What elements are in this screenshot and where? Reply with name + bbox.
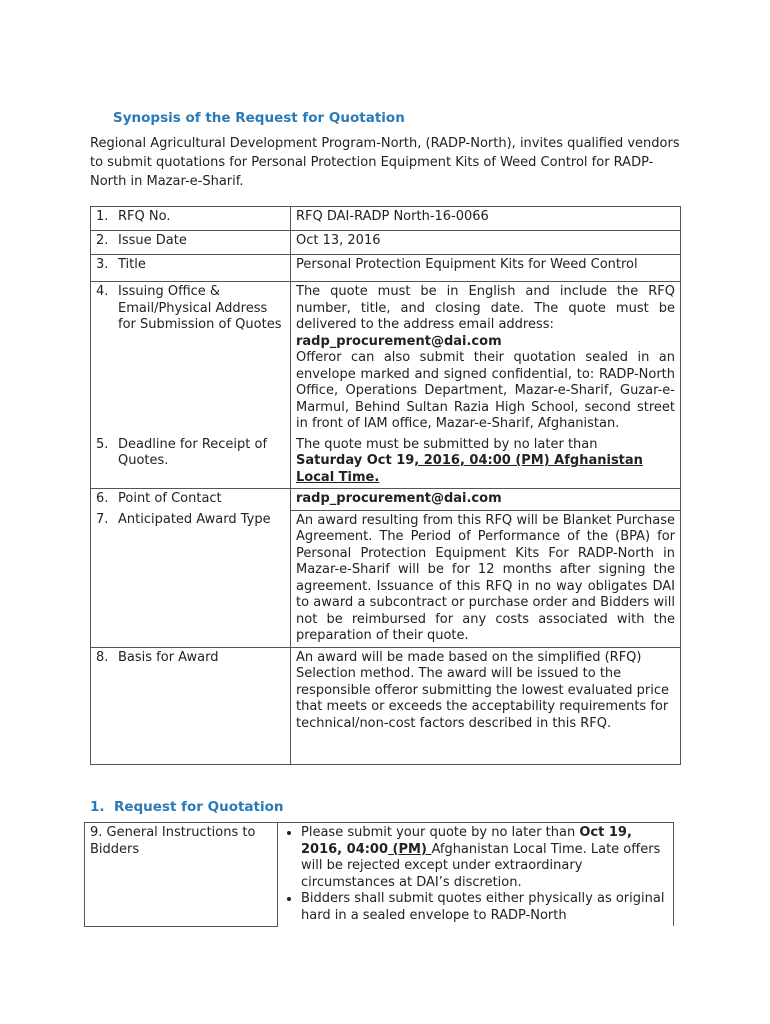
row-value: An award resulting from this RFQ will be Blanket Purchase Agreement. The Period of Performance of the (BPA) for Personal Protection Equipment Kits For RADP-North in Mazar-e-Sharif will be for 12 months after signing the agreement. Issuance of this RFQ in no way obligates DAI to award a subcontract or purchase order and Bidders will not be reimbursed for any costs associated with the preparation of their quote. bbox=[291, 510, 681, 647]
contact-email: radp_procurement@dai.com bbox=[296, 491, 502, 506]
row-value: RFQ DAI-RADP North-16-0066 bbox=[291, 207, 681, 231]
row-number: 7. bbox=[96, 512, 109, 527]
row-number: 2. bbox=[96, 233, 109, 248]
row-value: An award will be made based on the simplified (RFQ) Selection method. The award will be issued to the responsible offeror submitting the lowest evaluated price that meets or exceeds the acceptability requirements for technical/non-cost factors described in this RFQ. bbox=[291, 647, 681, 764]
table-row bbox=[91, 231, 681, 255]
table-row bbox=[91, 255, 681, 282]
row-number: 3. bbox=[96, 257, 109, 272]
instructions-table bbox=[84, 822, 674, 927]
instructions-list bbox=[283, 825, 668, 924]
row-number: 6. bbox=[96, 491, 109, 506]
table-row bbox=[91, 435, 681, 489]
list-item: • Bidders shall submit quotes either physically as original hard in a sealed envelope to RADP-North bbox=[301, 891, 668, 924]
section-number: 1. bbox=[90, 799, 105, 815]
deadline-day: Saturday Oct 19 bbox=[296, 453, 415, 468]
deadline-time: , 2016, 04:00 (PM) Afghanistan Local Time. bbox=[296, 453, 643, 485]
table-row bbox=[91, 489, 681, 511]
row-value: Oct 13, 2016 bbox=[291, 231, 681, 255]
row-label: Point of Contact bbox=[118, 491, 222, 506]
row-value: The quote must be submitted by no later than bbox=[296, 436, 598, 452]
row-number: 5. bbox=[96, 436, 109, 452]
section-title: Request for Quotation bbox=[113, 799, 284, 815]
row-number: 1. bbox=[96, 209, 109, 224]
row-label: Basis for Award bbox=[118, 649, 219, 665]
row-value-extra: Offeror can also submit their quotation sealed in an envelope marked and signed confidential, to: RADP-North Office, Operations Department, Mazar-e-Sharif, Guzar-e-Marmul, Behind Sultan Razia High School, second street in front of IAM office, Mazar-e-Sharif, Afghanistan. bbox=[296, 350, 675, 431]
table-row bbox=[91, 207, 681, 231]
row-number: 8. bbox=[96, 649, 109, 665]
table-row bbox=[91, 282, 681, 435]
row-number: 4. bbox=[96, 284, 109, 299]
list-item: • Please submit your quote by no later than Oct 19, 2016, 04:00 (PM) Afghanistan Local Time. Late offers will be rejected except under extraordinary circumstances at DAI’s discretion. bbox=[301, 825, 668, 891]
row-label: Deadline for Receipt of Quotes. bbox=[118, 436, 268, 468]
row-value: Personal Protection Equipment Kits for Weed Control bbox=[291, 255, 681, 282]
row-label: Anticipated Award Type bbox=[118, 512, 271, 527]
table-row bbox=[91, 510, 681, 647]
row-value: The quote must be in English and include the RFQ number, title, and closing date. The quote must be delivered to the address email address: bbox=[296, 284, 675, 332]
row-label: 9. General Instructions to Bidders bbox=[85, 823, 278, 927]
rfq-details-table bbox=[90, 206, 681, 765]
row-label: RFQ No. bbox=[118, 209, 171, 224]
email-address: radp_procurement@dai.com bbox=[296, 333, 502, 349]
row-label: Title bbox=[118, 257, 146, 272]
table-row bbox=[91, 647, 681, 764]
synopsis-heading: Synopsis of the Request for Quotation bbox=[113, 110, 405, 126]
section-heading bbox=[90, 799, 284, 815]
row-label: Issuing Office & Email/Physical Address for Submission of Quotes bbox=[118, 284, 282, 332]
row-label: Issue Date bbox=[118, 233, 187, 248]
table-row bbox=[85, 823, 674, 927]
intro-paragraph: Regional Agricultural Development Program-North, (RADP-North), invites qualified vendors to submit quotations for Personal Protection Equipment Kits of Weed Control for RADP-North in Mazar-e-Sharif. bbox=[90, 136, 680, 189]
